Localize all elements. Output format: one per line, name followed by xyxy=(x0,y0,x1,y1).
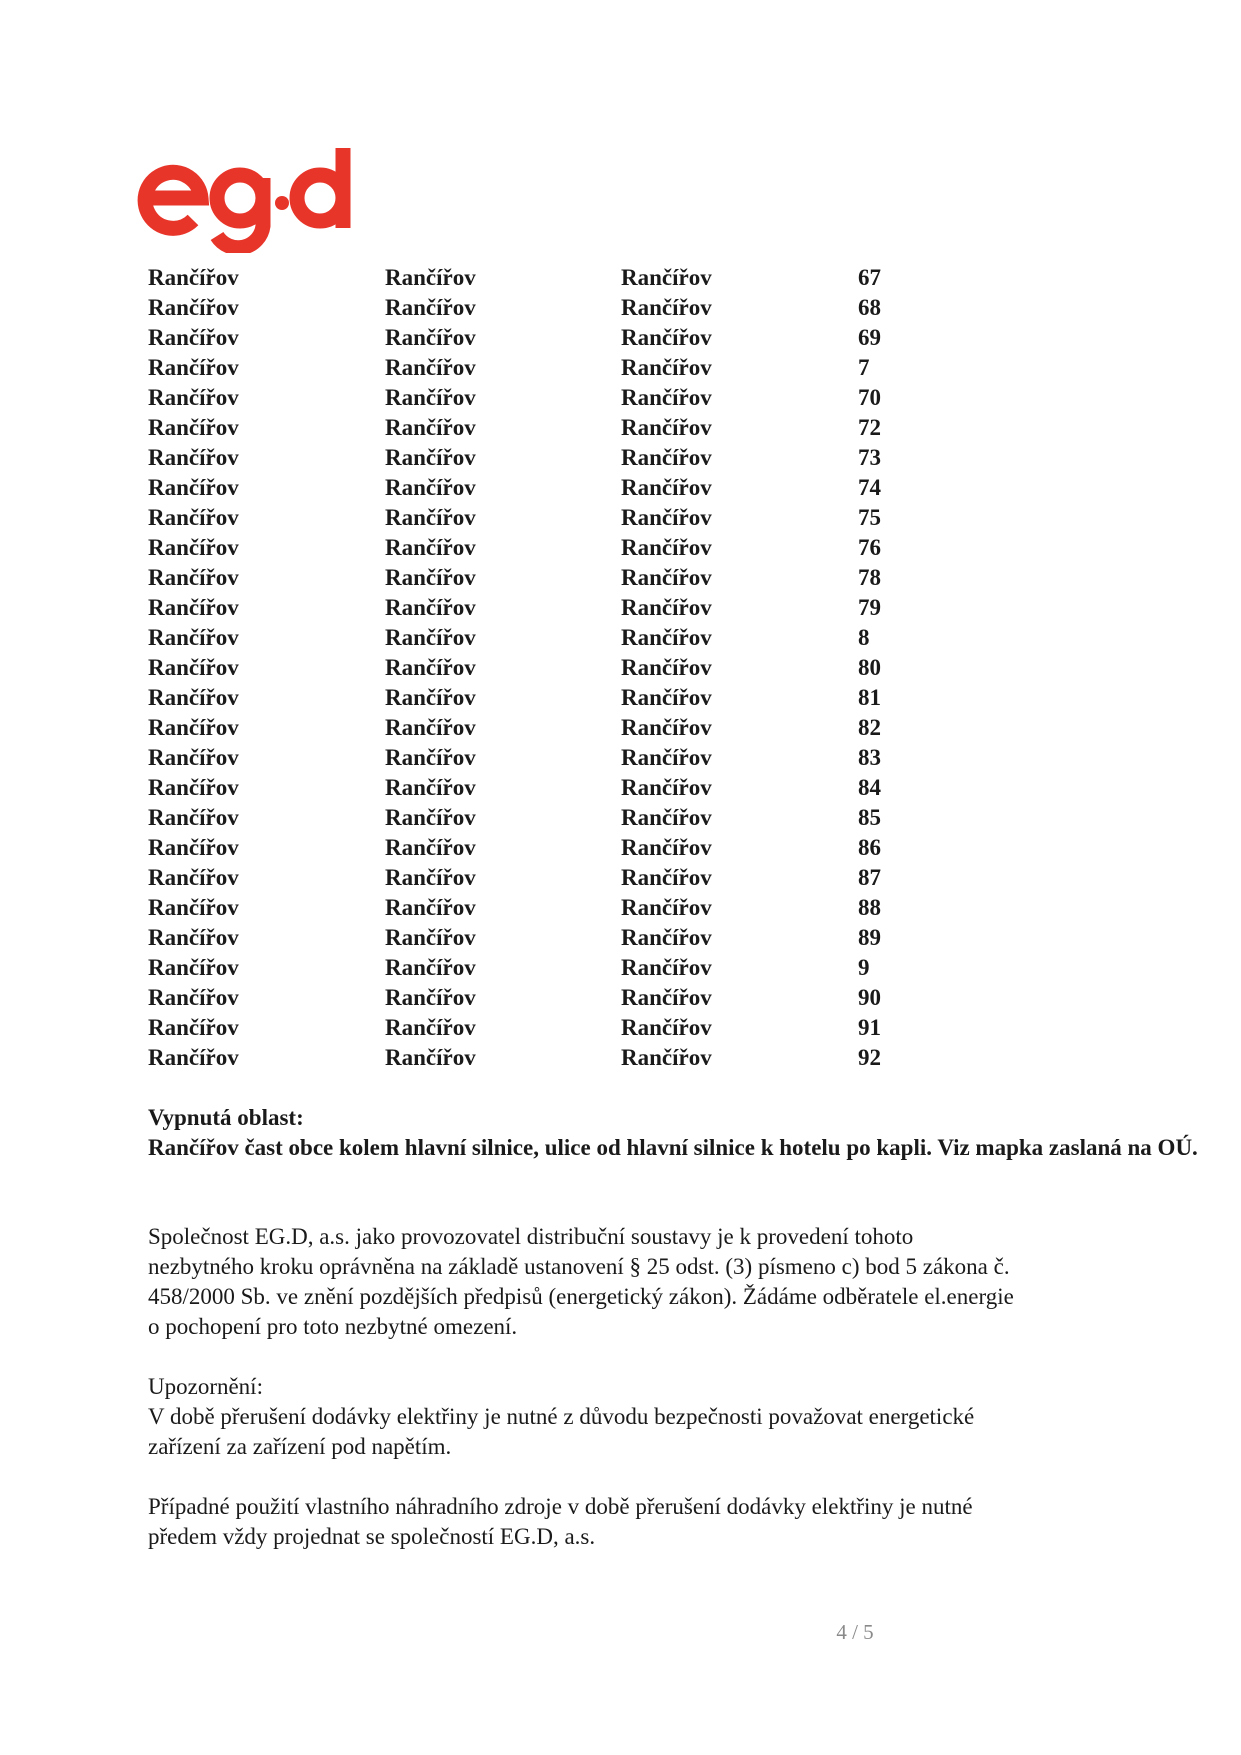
place-name-cell: Rančířov xyxy=(621,535,712,560)
place-name-cell: Rančířov xyxy=(385,715,476,740)
place-name-cell: Rančířov xyxy=(385,265,476,290)
place-name-cell: Rančířov xyxy=(148,985,239,1010)
house-number-cell: 85 xyxy=(858,805,881,830)
house-number-cell: 72 xyxy=(858,415,881,440)
place-name-cell: Rančířov xyxy=(385,385,476,410)
house-number-cell: 90 xyxy=(858,985,881,1010)
place-name-cell: Rančířov xyxy=(385,925,476,950)
place-name-cell: Rančířov xyxy=(148,505,239,530)
house-number-cell: 67 xyxy=(858,265,881,290)
place-name-cell: Rančířov xyxy=(385,1045,476,1070)
table-row xyxy=(148,833,918,863)
paragraph-line: předem vždy projednat se společností EG.D, a.s. xyxy=(148,1524,596,1549)
table-row xyxy=(148,743,918,773)
house-number-cell: 70 xyxy=(858,385,881,410)
table-row xyxy=(148,713,918,743)
table-row xyxy=(148,863,918,893)
place-name-cell: Rančířov xyxy=(621,655,712,680)
place-name-cell: Rančířov xyxy=(621,1045,712,1070)
place-name-cell: Rančířov xyxy=(621,1015,712,1040)
place-name-cell: Rančířov xyxy=(148,1015,239,1040)
table-row xyxy=(148,353,918,383)
place-name-cell: Rančířov xyxy=(385,955,476,980)
place-name-cell: Rančířov xyxy=(621,475,712,500)
place-name-cell: Rančířov xyxy=(621,265,712,290)
place-name-cell: Rančířov xyxy=(385,295,476,320)
place-name-cell: Rančířov xyxy=(148,925,239,950)
place-name-cell: Rančířov xyxy=(621,925,712,950)
table-row xyxy=(148,593,918,623)
place-name-cell: Rančířov xyxy=(385,775,476,800)
house-number-cell: 83 xyxy=(858,745,881,770)
table-row xyxy=(148,623,918,653)
table-row xyxy=(148,293,918,323)
table-row xyxy=(148,263,918,293)
house-number-cell: 89 xyxy=(858,925,881,950)
place-name-cell: Rančířov xyxy=(621,685,712,710)
table-row xyxy=(148,1043,918,1073)
place-name-cell: Rančířov xyxy=(148,475,239,500)
house-number-cell: 79 xyxy=(858,595,881,620)
place-name-cell: Rančířov xyxy=(385,865,476,890)
paragraph-line: Případné použití vlastního náhradního zdroje v době přerušení dodávky elektřiny je nutné xyxy=(148,1494,973,1519)
place-name-cell: Rančířov xyxy=(621,805,712,830)
place-name-cell: Rančířov xyxy=(148,895,239,920)
address-table xyxy=(148,263,918,1073)
table-row xyxy=(148,653,918,683)
house-number-cell: 91 xyxy=(858,1015,881,1040)
place-name-cell: Rančířov xyxy=(621,385,712,410)
place-name-cell: Rančířov xyxy=(621,895,712,920)
table-row xyxy=(148,893,918,923)
warning-heading: Upozornění: xyxy=(148,1374,263,1399)
house-number-cell: 84 xyxy=(858,775,881,800)
place-name-cell: Rančířov xyxy=(621,415,712,440)
place-name-cell: Rančířov xyxy=(621,625,712,650)
house-number-cell: 74 xyxy=(858,475,881,500)
place-name-cell: Rančířov xyxy=(621,745,712,770)
place-name-cell: Rančířov xyxy=(385,325,476,350)
paragraph-line: nezbytného kroku oprávněna na základě ustanovení § 25 odst. (3) písmeno c) bod 5 zákona č. xyxy=(148,1254,1010,1279)
place-name-cell: Rančířov xyxy=(621,715,712,740)
table-row xyxy=(148,923,918,953)
place-name-cell: Rančířov xyxy=(148,865,239,890)
table-row xyxy=(148,1013,918,1043)
house-number-cell: 8 xyxy=(858,625,870,650)
place-name-cell: Rančířov xyxy=(148,685,239,710)
house-number-cell: 78 xyxy=(858,565,881,590)
place-name-cell: Rančířov xyxy=(621,835,712,860)
house-number-cell: 7 xyxy=(858,355,870,380)
place-name-cell: Rančířov xyxy=(385,355,476,380)
place-name-cell: Rančířov xyxy=(385,985,476,1010)
table-row xyxy=(148,413,918,443)
place-name-cell: Rančířov xyxy=(621,505,712,530)
place-name-cell: Rančířov xyxy=(621,325,712,350)
place-name-cell: Rančířov xyxy=(385,805,476,830)
house-number-cell: 86 xyxy=(858,835,881,860)
place-name-cell: Rančířov xyxy=(385,415,476,440)
table-row xyxy=(148,683,918,713)
place-name-cell: Rančířov xyxy=(385,445,476,470)
place-name-cell: Rančířov xyxy=(385,595,476,620)
outage-area-heading: Vypnutá oblast: xyxy=(148,1105,304,1130)
house-number-cell: 81 xyxy=(858,685,881,710)
place-name-cell: Rančířov xyxy=(148,715,239,740)
house-number-cell: 92 xyxy=(858,1045,881,1070)
place-name-cell: Rančířov xyxy=(148,595,239,620)
paragraph-line: zařízení za zařízení pod napětím. xyxy=(148,1434,452,1459)
place-name-cell: Rančířov xyxy=(621,565,712,590)
place-name-cell: Rančířov xyxy=(148,445,239,470)
paragraph-line: V době přerušení dodávky elektřiny je nutné z důvodu bezpečnosti považovat energetické xyxy=(148,1404,975,1429)
legal-paragraph xyxy=(148,1222,1148,1342)
table-row xyxy=(148,563,918,593)
place-name-cell: Rančířov xyxy=(148,745,239,770)
table-row xyxy=(148,503,918,533)
place-name-cell: Rančířov xyxy=(148,655,239,680)
place-name-cell: Rančířov xyxy=(148,625,239,650)
place-name-cell: Rančířov xyxy=(621,775,712,800)
outage-area-text: Rančířov čast obce kolem hlavní silnice, ulice od hlavní silnice k hotelu po kapli. Viz mapka zaslaná na OÚ. xyxy=(148,1135,1198,1160)
place-name-cell: Rančířov xyxy=(621,985,712,1010)
place-name-cell: Rančířov xyxy=(385,895,476,920)
place-name-cell: Rančířov xyxy=(148,805,239,830)
paragraph-line: 458/2000 Sb. ve znění pozdějších předpisů (energetický zákon). Žádáme odběratele el.energie xyxy=(148,1284,1014,1309)
outage-area xyxy=(148,1103,1208,1163)
place-name-cell: Rančířov xyxy=(148,835,239,860)
house-number-cell: 76 xyxy=(858,535,881,560)
paragraph-line: Společnost EG.D, a.s. jako provozovatel distribuční soustavy je k provedení tohoto xyxy=(148,1224,914,1249)
place-name-cell: Rančířov xyxy=(148,955,239,980)
table-row xyxy=(148,533,918,563)
place-name-cell: Rančířov xyxy=(148,265,239,290)
warning-paragraph xyxy=(148,1372,1148,1462)
egd-logo xyxy=(135,148,360,253)
place-name-cell: Rančířov xyxy=(148,295,239,320)
table-row xyxy=(148,773,918,803)
place-name-cell: Rančířov xyxy=(385,625,476,650)
place-name-cell: Rančířov xyxy=(621,595,712,620)
house-number-cell: 75 xyxy=(858,505,881,530)
place-name-cell: Rančířov xyxy=(621,955,712,980)
place-name-cell: Rančířov xyxy=(621,865,712,890)
table-row xyxy=(148,473,918,503)
table-row xyxy=(148,383,918,413)
place-name-cell: Rančířov xyxy=(385,685,476,710)
place-name-cell: Rančířov xyxy=(385,1015,476,1040)
paragraph-line: o pochopení pro toto nezbytné omezení. xyxy=(148,1314,518,1339)
place-name-cell: Rančířov xyxy=(148,535,239,560)
place-name-cell: Rančířov xyxy=(385,655,476,680)
place-name-cell: Rančířov xyxy=(385,565,476,590)
place-name-cell: Rančířov xyxy=(385,745,476,770)
place-name-cell: Rančířov xyxy=(148,355,239,380)
place-name-cell: Rančířov xyxy=(148,385,239,410)
place-name-cell: Rančířov xyxy=(385,835,476,860)
place-name-cell: Rančířov xyxy=(148,775,239,800)
place-name-cell: Rančířov xyxy=(385,475,476,500)
place-name-cell: Rančířov xyxy=(148,325,239,350)
table-row xyxy=(148,983,918,1013)
place-name-cell: Rančířov xyxy=(148,565,239,590)
house-number-cell: 88 xyxy=(858,895,881,920)
page-number: 4 / 5 xyxy=(836,1620,874,1644)
house-number-cell: 73 xyxy=(858,445,881,470)
place-name-cell: Rančířov xyxy=(385,505,476,530)
house-number-cell: 69 xyxy=(858,325,881,350)
place-name-cell: Rančířov xyxy=(621,295,712,320)
table-row xyxy=(148,953,918,983)
table-row xyxy=(148,443,918,473)
house-number-cell: 82 xyxy=(858,715,881,740)
place-name-cell: Rančířov xyxy=(621,355,712,380)
house-number-cell: 68 xyxy=(858,295,881,320)
place-name-cell: Rančířov xyxy=(148,415,239,440)
table-row xyxy=(148,803,918,833)
place-name-cell: Rančířov xyxy=(385,535,476,560)
house-number-cell: 9 xyxy=(858,955,870,980)
place-name-cell: Rančířov xyxy=(621,445,712,470)
table-row xyxy=(148,323,918,353)
backup-source-paragraph xyxy=(148,1492,1148,1552)
house-number-cell: 80 xyxy=(858,655,881,680)
place-name-cell: Rančířov xyxy=(148,1045,239,1070)
house-number-cell: 87 xyxy=(858,865,881,890)
